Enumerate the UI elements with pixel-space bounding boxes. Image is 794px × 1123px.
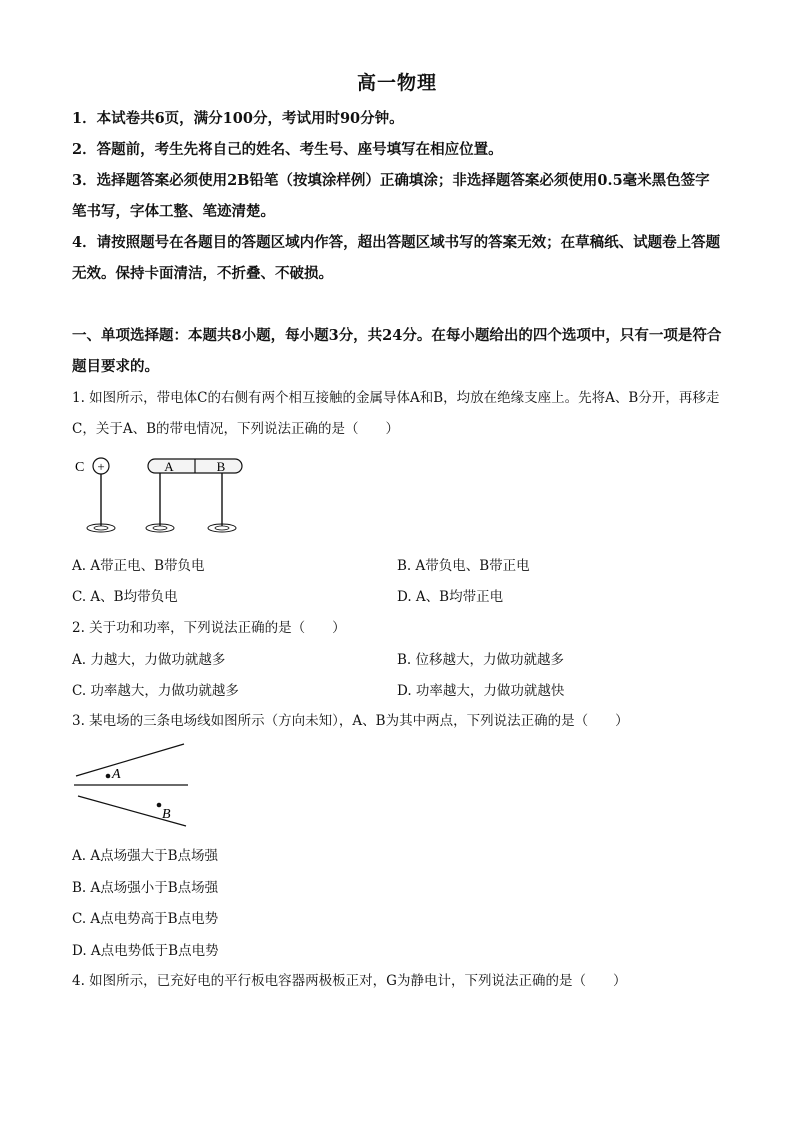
base-b-inner [215, 526, 229, 530]
field-line-top [76, 744, 184, 776]
label-b: B [216, 459, 226, 474]
question-1-option-b[interactable]: B. A带负电、B带正电 [397, 558, 530, 574]
point-b [157, 803, 162, 808]
label-a: A [164, 459, 174, 474]
question-3-stem: 3. 某电场的三条电场线如图所示（方向未知），A、B为其中两点，下列说法正确的是（ ） [72, 713, 629, 729]
question-1-option-a[interactable]: A. A带正电、B带负电 [72, 558, 205, 574]
question-3-option-b[interactable]: B. A点场强小于B点场强 [72, 880, 219, 896]
question-2-stem: 2. 关于功和功率，下列说法正确的是（ ） [72, 620, 346, 636]
question-1-option-c[interactable]: C. A、B均带负电 [72, 589, 178, 605]
base-c-inner [94, 526, 108, 530]
question-2-option-d[interactable]: D. 功率越大，力做功就越快 [397, 683, 565, 699]
instruction-2: 2．答题前，考生先将自己的姓名、考生号、座号填写在相应位置。 [72, 141, 503, 158]
question-4-stem: 4. 如图所示，已充好电的平行板电容器两极板正对，G为静电计，下列说法正确的是（ ） [72, 973, 627, 989]
instruction-1: 1．本试卷共6页，满分100分，考试用时90分钟。 [72, 110, 404, 127]
question-2-option-b[interactable]: B. 位移越大，力做功就越多 [397, 652, 565, 668]
label-point-b: B [162, 807, 171, 822]
question-3-option-a[interactable]: A. A点场强大于B点场强 [72, 848, 219, 864]
page-title: 高一物理 [356, 72, 437, 94]
instruction-3: 3．选择题答案必须使用2B铅笔（按填涂样例）正确填涂；非选择题答案必须使用0.5毫米黑色签字笔书写，字体工整、笔迹清楚。 [72, 172, 710, 220]
base-a-inner [153, 526, 167, 530]
question-1-option-d[interactable]: D. A、B均带正电 [397, 589, 504, 605]
question-2-option-c[interactable]: C. 功率越大，力做功就越多 [72, 683, 239, 699]
instruction-4: 4．请按照题号在各题目的答题区域内作答，超出答题区域书写的答案无效；在草稿纸、试题卷上答题无效。保持卡面清洁，不折叠、不破损。 [72, 234, 721, 282]
label-point-a: A [112, 767, 121, 782]
question-1-figure [72, 452, 252, 540]
question-3-option-d[interactable]: D. A点电势低于B点电势 [72, 943, 219, 959]
question-1-stem: 1. 如图所示，带电体C的右侧有两个相互接触的金属导体A和B，均放在绝缘支座上。先将A、B分开，再移走C，关于A、B的带电情况，下列说法正确的是（ ） [72, 390, 720, 437]
plus-sign-icon: + [97, 459, 105, 474]
question-2-option-a[interactable]: A. 力越大，力做功就越多 [72, 652, 226, 668]
section-heading-single-choice: 一、单项选择题：本题共8小题，每小题3分，共24分。在每小题给出的四个选项中，只有一项是符合题目要求的。 [72, 327, 722, 375]
question-3-option-c[interactable]: C. A点电势高于B点电势 [72, 911, 219, 927]
point-a [106, 774, 111, 779]
question-3-figure [72, 742, 194, 828]
label-c: C [75, 460, 85, 475]
